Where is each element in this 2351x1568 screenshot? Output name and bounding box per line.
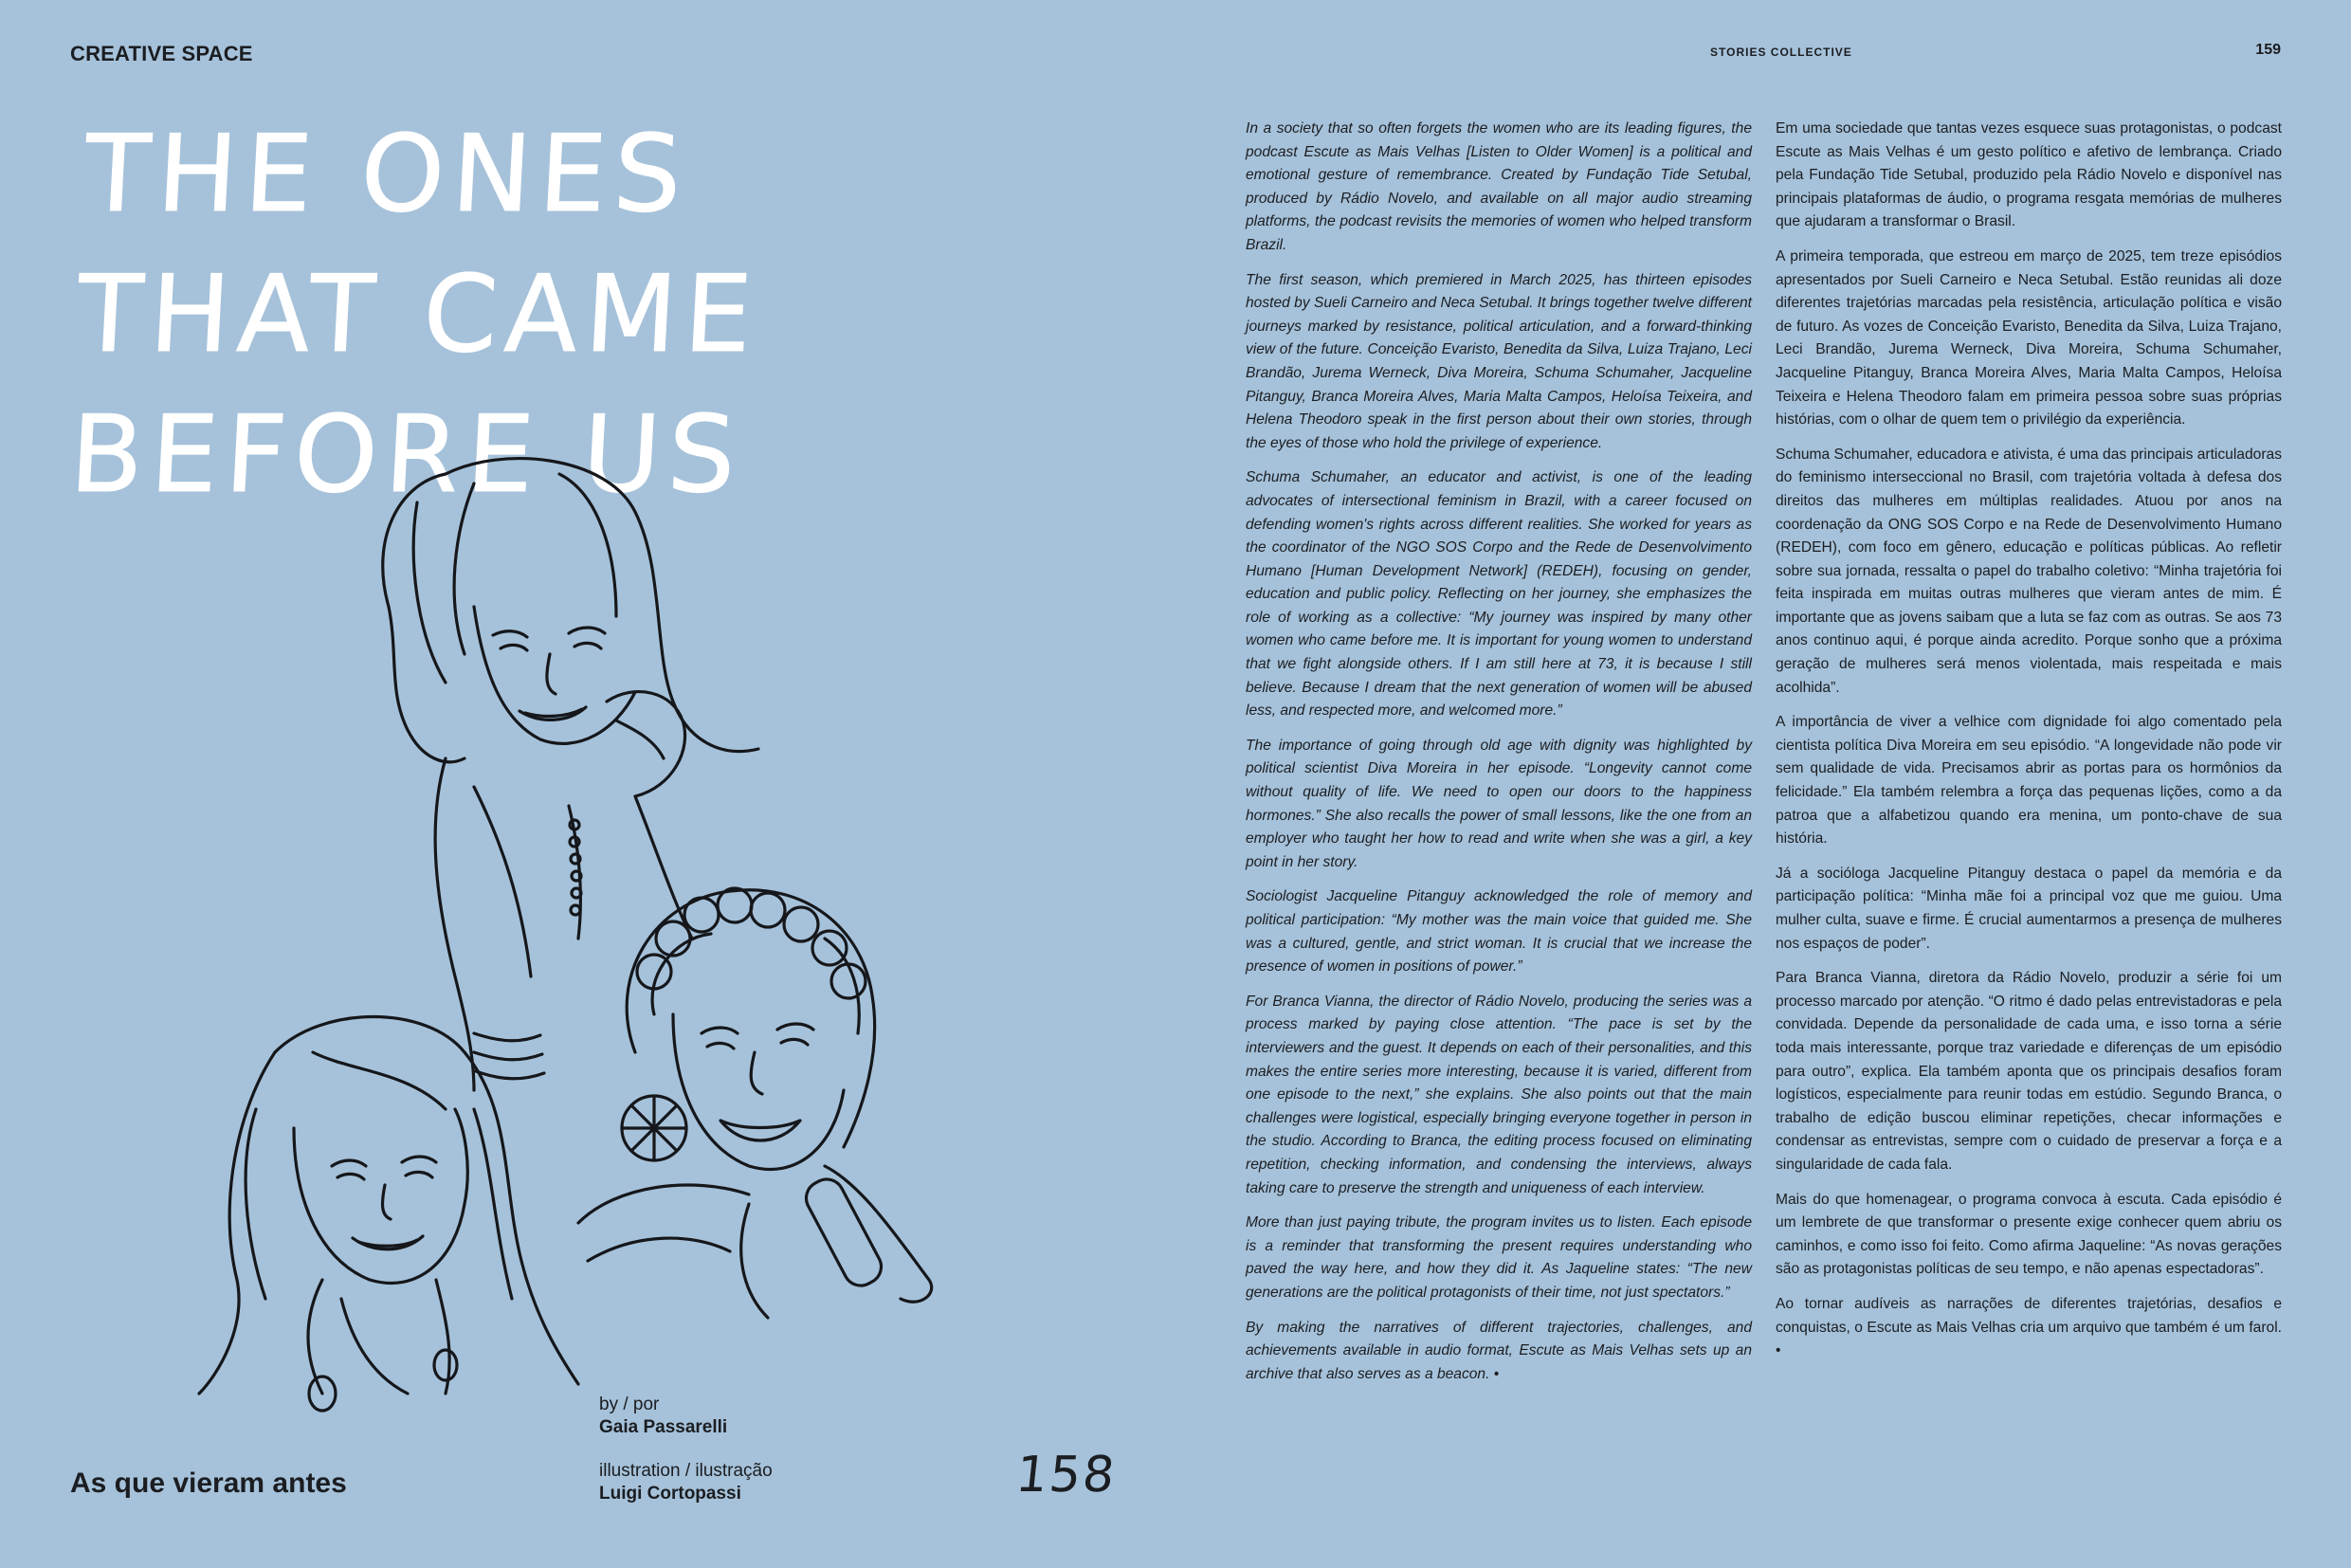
woman-left-drawing xyxy=(199,1017,578,1412)
magazine-name: STORIES COLLECTIVE xyxy=(1710,46,1852,59)
paragraph-pt: Mais do que homenagear, o programa convoca à escuta. Cada episódio é um lembrete de que transformar o presente exige conhecer quem abriu os caminhos, e como isso foi feito. Como afirma Jaqueline: “As novas gerações são as protagonistas políticas de seu tempo, e não apenas espectadoras”. xyxy=(1776,1191,2282,1278)
illustrator-name: Luigi Cortopassi xyxy=(599,1484,741,1504)
illustrator-label: illustration / ilustração xyxy=(599,1461,773,1481)
paragraph-en: Schuma Schumaher, an educator and activist, is one of the leading advocates of intersectional feminism in Brazil, with a career focused on defending women's rights across different realities. She worked for years as the coordinator of the NGO SOS Corpo and the Rede de Desenvolvimento Humano [Human Development Network] (REDEH), focusing on gender, education and public policy. Reflecting on her journey, she emphasizes the role of working as a collective: “My journey was inspired by many other women who came before me. It is important for young women to understand that we fight alongside others. If I am still here at 73, it is because I still believe. Because I dream that the next generation of women will be abused less, and respected more, and welcomed more.” xyxy=(1246,469,1752,720)
right-page xyxy=(1176,0,2351,1568)
woman-top-drawing xyxy=(383,459,758,1090)
paragraph-en: By making the narratives of different trajectories, challenges, and achievements available in audio format, Escute as Mais Velhas sets up an archive that also serves as a beacon. • xyxy=(1246,1319,1752,1382)
title-line-3: BEFORE US xyxy=(66,393,747,517)
paragraph-en: More than just paying tribute, the program invites us to listen. Each episode is a reminder that transforming the present requires understanding who paved the way here, and how they did it. As Jaqueline states: “The new generations are the political protagonists of their time, not just spectators.” xyxy=(1246,1214,1752,1301)
page-number-right: 159 xyxy=(2255,42,2281,58)
author-credit xyxy=(599,1394,912,1439)
paragraph-pt: Para Branca Vianna, diretora da Rádio Novelo, produzir a série foi um processo marcado por atenção. “O ritmo é dado pelas entrevistadoras e pela convidada. Depende da personalidade de cada uma, e isso torna a série toda mais interessante, porque traz variedade e diferenças de um episódio para outro”, explica. Ela também aponta que os principais desafios foram logísticos, especialmente para reunir todas em estúdio. Segundo Branca, o trabalho de edição buscou eliminar repetições, checar informações e condensar as entrevistas, sempre com o cuidado de preservar a força e a singularidade de cada fala. xyxy=(1776,970,2282,1173)
paragraph-en: Sociologist Jacqueline Pitanguy acknowledged the role of memory and political participation: “My mother was the main voice that guided me. She was a cultured, gentle, and strict woman. It is crucial that we increase the presence of women in positions of power.” xyxy=(1246,888,1752,975)
paragraph-pt: Em uma sociedade que tantas vezes esquece suas protagonistas, o podcast Escute as Mais Velhas é um gesto político e afetivo de lembrança. Criado pela Fundação Tide Setubal, produzido pela Rádio Novelo e disponível nas principais plataformas de áudio, o programa resgata memórias de mulheres que ajudaram a transformar o Brasil. xyxy=(1776,120,2282,230)
woman-right-drawing xyxy=(578,888,932,1318)
credits xyxy=(599,1394,912,1505)
author-label: by / por xyxy=(599,1395,660,1414)
section-label: CREATIVE SPACE xyxy=(70,42,253,65)
paragraph-en: The first season, which premiered in March 2025, has thirteen episodes hosted by Sueli Carneiro and Neca Setubal. It brings together twelve different journeys marked by resistance, political articulation, and a forward-thinking view of the future. Conceição Evaristo, Benedita da Silva, Luiza Trajano, Leci Brandão, Jurema Werneck, Diva Moreira, Schuma Schumaher, Jacqueline Pitanguy, Branca Moreira Alves, Maria Malta Campos, Heloísa Teixeira, and Helena Theodoro speak in the first person about their own stories, through the eyes of those who hold the privilege of experience. xyxy=(1246,271,1752,451)
paragraph-pt: Schuma Schumaher, educadora e ativista, é uma das principais articuladoras do feminismo interseccional no Brasil, com trajetória voltada à defesa dos direitos das mulheres em múltiplas realidades. Atuou por anos na coordenação da ONG SOS Corpo e na Rede de Desenvolvimento Humano (REDEH), com foco em gênero, educação e políticas públicas. Ao refletir sobre sua jornada, ressalta o papel do trabalho coletivo: “Minha trajetória foi feita inspirada em muitas outras mulheres que vieram antes de mim. É importante que as jovens saibam que a luta se faz com as outras. Se aos 73 anos continuo aqui, é porque ainda acredito. Porque sonho que a próxima geração de mulheres será menos violentada, mais respeitada e mais acolhida”. xyxy=(1776,446,2282,696)
page-number-left: 158 xyxy=(1012,1447,1120,1504)
paragraph-en: The importance of going through old age with dignity was highlighted by political scientist Diva Moreira in her episode. “Longevity cannot come without quality of life. We need to open our doors to the happiness hormones.” She also recalls the power of small lessons, like the one from an employer who taught her how to read and write when she was a girl, a key point in her story. xyxy=(1246,737,1752,870)
title-line-2: THAT CAME xyxy=(74,253,763,376)
paragraph-en: For Branca Vianna, the director of Rádio Novelo, producing the series was a process marked by paying close attention. “The pace is set by the interviewers and the guest. It depends on each of their personalities, and this makes the entire series more interesting, because it is varied, different from one episode to the next,” she explains. She also points out that the main challenges were logistical, especially bringing everyone together in person in the studio. According to Branca, the editing process focused on eliminating repetition, checking information, and condensing the interviews, always taking care to preserve the strength and uniqueness of each interview. xyxy=(1246,993,1752,1196)
illustrator-credit xyxy=(599,1460,912,1505)
portrait-illustration xyxy=(161,446,1071,1431)
paragraph-en: In a society that so often forgets the women who are its leading figures, the podcast Escute as Mais Velhas [Listen to Older Women] is a political and emotional gesture of remembrance. Created by Fundação Tide Setubal, produced by Rádio Novelo, and available on all major audio streaming platforms, the podcast revisits the memories of women who helped transform Brazil. xyxy=(1246,120,1752,253)
title-line-1: THE ONES xyxy=(82,113,692,236)
author-name: Gaia Passarelli xyxy=(599,1417,728,1437)
paragraph-pt: A importância de viver a velhice com dignidade foi algo comentado pela cientista política Diva Moreira em seu episódio. “A longevidade não pode vir sem qualidade de vida. Precisamos abrir as portas para os hormônios da felicidade.” Ela também relembra a força das pequenas lições, como a da patroa que a alfabetizou quando era menina, um ponto-chave de sua história. xyxy=(1776,714,2282,848)
paragraph-pt: Já a socióloga Jacqueline Pitanguy destaca o papel da memória e da participação política: “Minha mãe foi a principal voz que me guiou. Uma mulher culta, suave e firme. É crucial aumentarmos a presença de mulheres nos espaços de poder”. xyxy=(1776,865,2282,952)
portuguese-subtitle: As que vieram antes xyxy=(70,1468,347,1499)
paragraph-pt: Ao tornar audíveis as narrações de diferentes trajetórias, desafios e conquistas, o Escute as Mais Velhas cria um arquivo que também é um farol. • xyxy=(1776,1295,2282,1359)
english-column xyxy=(1246,118,1752,1397)
portuguese-column xyxy=(1776,118,2282,1375)
paragraph-pt: A primeira temporada, que estreou em março de 2025, tem treze episódios apresentados por Sueli Carneiro e Neca Setubal. Estão reunidas ali doze diferentes trajetórias marcadas pela resistência, articulação política e visão de futuro. As vozes de Conceição Evaristo, Benedita da Silva, Luiza Trajano, Leci Brandão, Jurema Werneck, Diva Moreira, Schuma Schumaher, Jacqueline Pitanguy, Branca Moreira Alves, Maria Malta Campos, Heloísa Teixeira e Helena Theodoro falam em primeira pessoa sobre suas próprias histórias, com o olhar de quem tem o privilégio da experiência. xyxy=(1776,247,2282,428)
